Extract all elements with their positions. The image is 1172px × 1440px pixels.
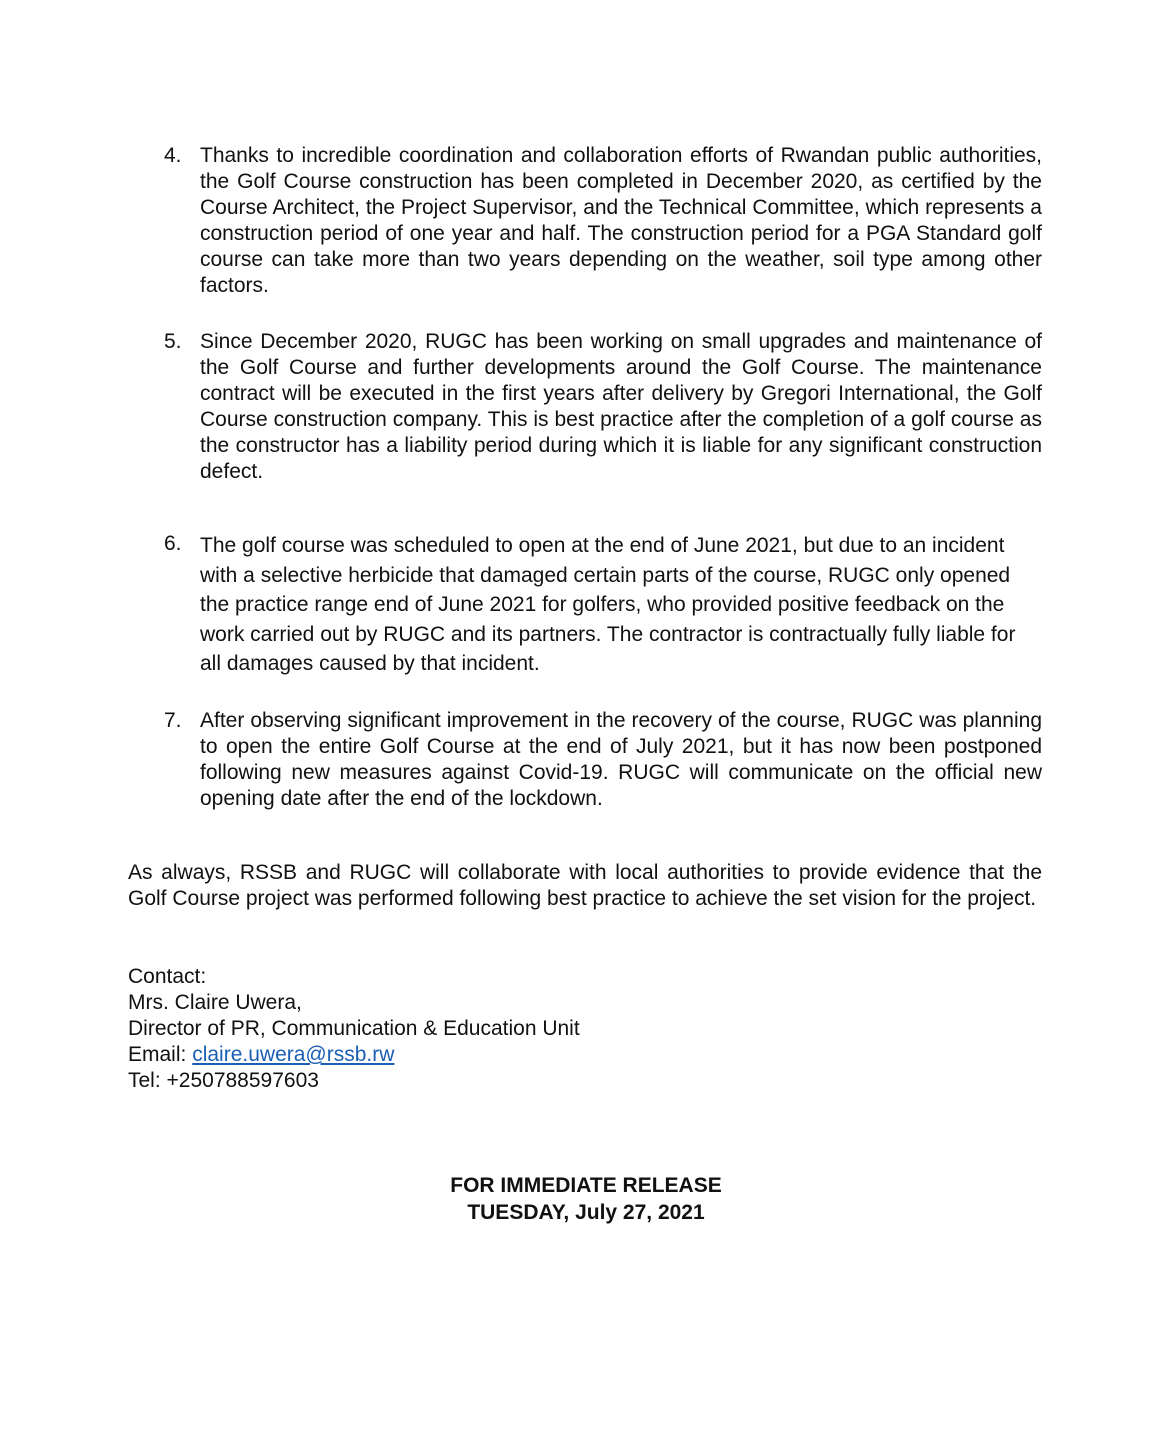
list-item-number: 7. [164, 709, 182, 732]
list-item-number: 5. [164, 330, 182, 353]
email-link[interactable]: claire.uwera@rssb.rw [192, 1043, 395, 1066]
contact-block [128, 964, 828, 1094]
contact-heading: Contact: [128, 965, 207, 988]
closing-paragraph: As always, RSSB and RUGC will collaborate with local authorities to provide evidence that the Golf Course project was performed following best practice to achieve the set vision for the project. [128, 861, 1042, 910]
list-item-text: After observing significant improvement in the recovery of the course, RUGC was planning to open the entire Golf Course at the end of July 2021, but it has now been postponed following new measures against Covid-19. RUGC will communicate on the official new opening date after the end of the lockdown. [200, 709, 1042, 810]
release-heading: FOR IMMEDIATE RELEASE [450, 1174, 722, 1197]
list-item-text: Since December 2020, RUGC has been working on small upgrades and maintenance of the Golf Course and further developments around the Golf Course. The maintenance contract will be executed in the first years after delivery by Gregori International, the Golf Course construction company. This is best practice after the completion of a golf course as the constructor has a liability period during which it is liable for any significant construction defect. [200, 330, 1042, 483]
list-item [128, 143, 1042, 299]
contact-title: Director of PR, Communication & Education Unit [128, 1017, 580, 1040]
email-label: Email: [128, 1043, 187, 1066]
list-item-text: The golf course was scheduled to open at the end of June 2021, but due to an incident with a selective herbicide that damaged certain parts of the course, RUGC only opened the practice range end of June 2021 for golfers, who provided positive feedback on the work carried out by RUGC and its partners. The contractor is contractually fully liable for all damages caused by that incident. [200, 534, 1016, 675]
contact-email-line [128, 1042, 828, 1068]
contact-name: Mrs. Claire Uwera, [128, 991, 302, 1014]
list-item-number: 6. [164, 532, 182, 555]
list-item-text: Thanks to incredible coordination and collaboration efforts of Rwandan public authorities, the Golf Course construction has been completed in December 2020, as certified by the Course Architect, the Project Supervisor, and the Technical Committee, which represents a construction period of one year and half. The construction period for a PGA Standard golf course can take more than two years depending on the weather, soil type among other factors. [200, 144, 1042, 297]
list-item [128, 531, 1042, 679]
list-item-number: 4. [164, 144, 182, 167]
list-item [128, 708, 1042, 812]
list-item [128, 329, 1042, 485]
release-footer [0, 1172, 1172, 1226]
contact-tel: Tel: +250788597603 [128, 1069, 319, 1092]
release-date: TUESDAY, July 27, 2021 [467, 1201, 705, 1224]
